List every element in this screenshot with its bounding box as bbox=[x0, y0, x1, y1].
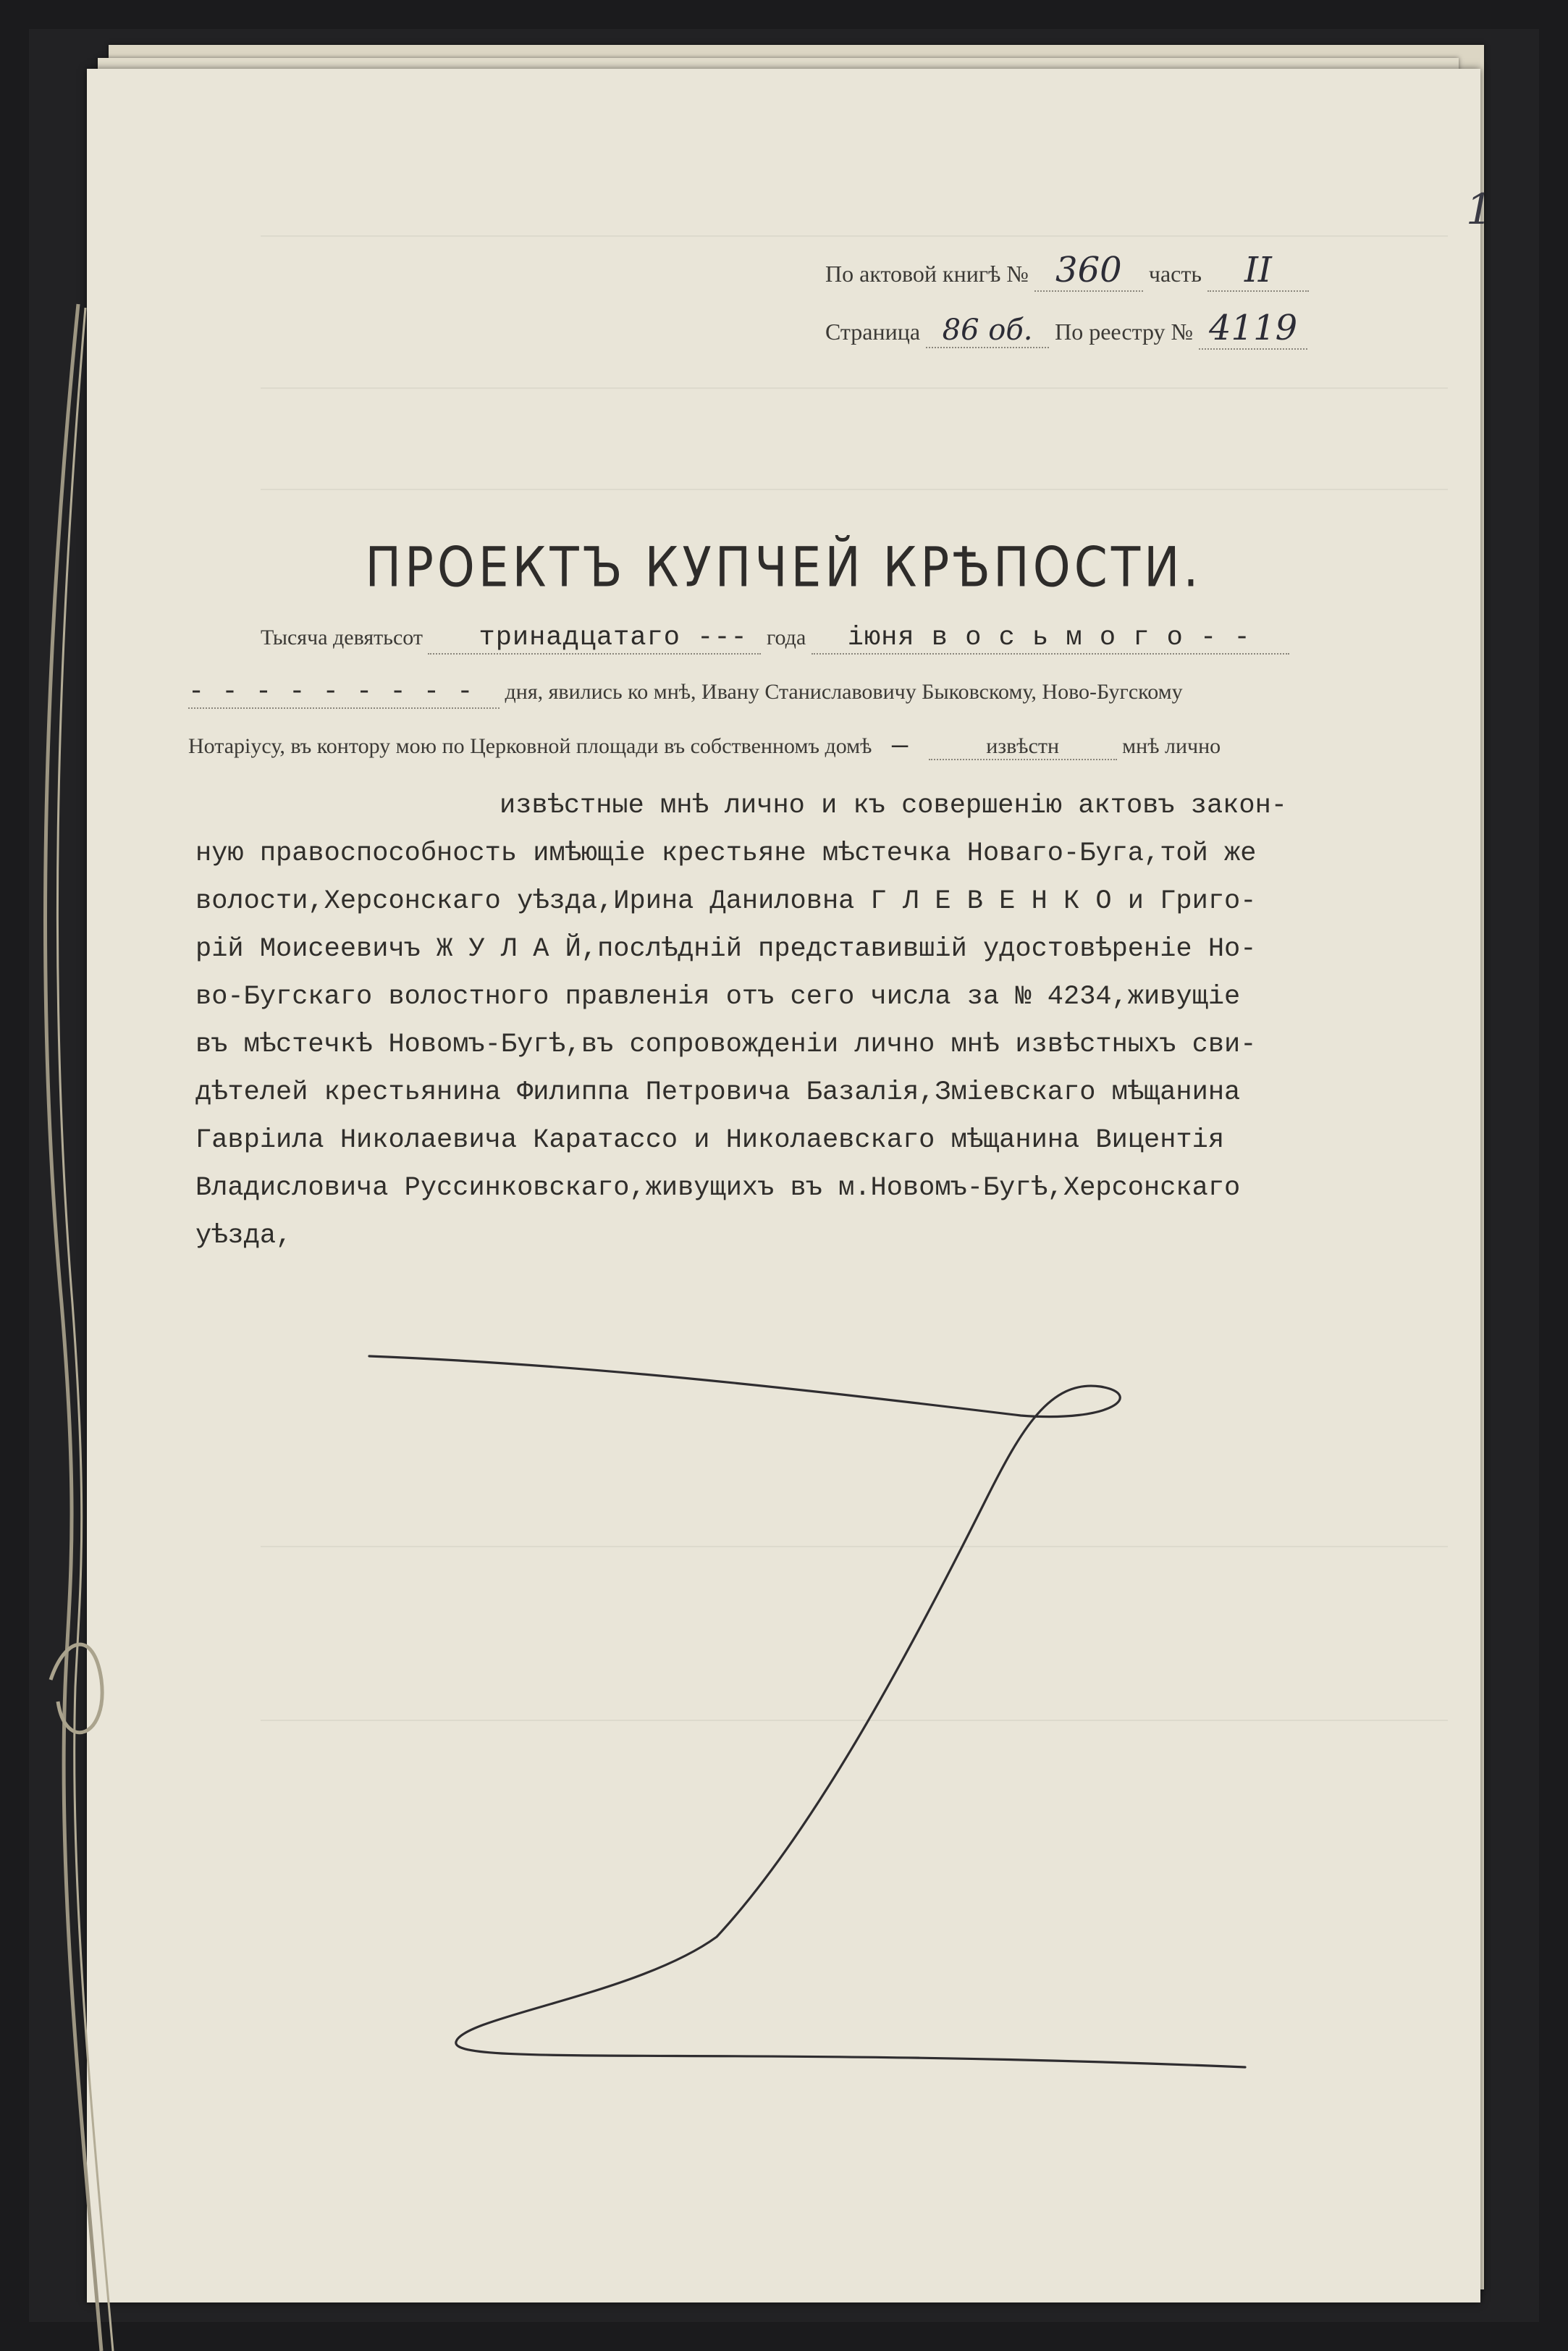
typed-line: Владисловича Руссинковскаго,живущихъ въ м.Новомъ-Бугѣ,Херсонскаго bbox=[195, 1173, 1241, 1203]
typed-line: рій Моисеевичъ Ж У Л А Й,послѣдній представившій удостовѣреніе Но- bbox=[195, 934, 1257, 964]
year-label: года bbox=[766, 626, 806, 649]
page-number: 1 bbox=[1466, 185, 1493, 234]
typed-line: извѣстные мнѣ лично и къ совершенію актовъ закон- bbox=[500, 791, 1287, 821]
typed-line: въ мѣстечкѣ Новомъ-Бугѣ,въ сопровожденіи лично мнѣ извѣстныхъ сви- bbox=[195, 1030, 1257, 1060]
date-prefix: Тысяча девятьсот bbox=[261, 626, 423, 649]
book-number: 360 bbox=[1055, 250, 1122, 290]
document-title: ПРОЕКТЪ КУПЧЕЙ КРѢПОСТИ. bbox=[365, 535, 1202, 600]
office-dash: — bbox=[891, 731, 909, 762]
typed-line: дѣтелей крестьянина Филиппа Петровича Базалія,Змiевскаго мѣщанина bbox=[195, 1077, 1241, 1108]
known-label: извѣстн bbox=[986, 734, 1060, 758]
book-label: По актовой книгѣ № bbox=[825, 261, 1029, 287]
typed-line: во-Бугскаго волостного правленія отъ сего числа за № 4234,живущіе bbox=[195, 982, 1241, 1012]
page-value: 86 об. bbox=[942, 314, 1033, 347]
office-text: Нотаріусу, въ контору мою по Церковной площади въ собственномъ домѣ bbox=[188, 734, 872, 758]
typed-line: ную правоспособность имѣющіе крестьяне мѣстечка Новаго-Буга,той же bbox=[195, 838, 1257, 869]
personally-label: мнѣ лично bbox=[1122, 734, 1221, 758]
part-number: II bbox=[1244, 250, 1272, 290]
registry-number: 4119 bbox=[1209, 308, 1298, 348]
part-label: часть bbox=[1148, 261, 1202, 287]
month-typed: iюня в о с ь м о г о - - bbox=[847, 623, 1251, 653]
year-typed: тринадцатаго --- bbox=[479, 623, 748, 653]
typed-line: волости,Херсонскаго уѣзда,Ирина Даниловна Г Л Е В Е Н К О и Григо- bbox=[195, 886, 1257, 917]
day-line-text: дня, явились ко мнѣ, Ивану Станиславовичу Быковскому, Ново-Бугскому bbox=[505, 680, 1183, 704]
day-typed: - - - - - - - - - bbox=[188, 677, 474, 707]
registry-label: По реестру № bbox=[1055, 319, 1194, 345]
page-label: Страница bbox=[825, 319, 921, 345]
typed-line: уѣзда, bbox=[195, 1221, 292, 1251]
typed-line: Гавріила Николаевича Каратассо и Николаевскаго мѣщанина Вицентія bbox=[195, 1125, 1225, 1156]
